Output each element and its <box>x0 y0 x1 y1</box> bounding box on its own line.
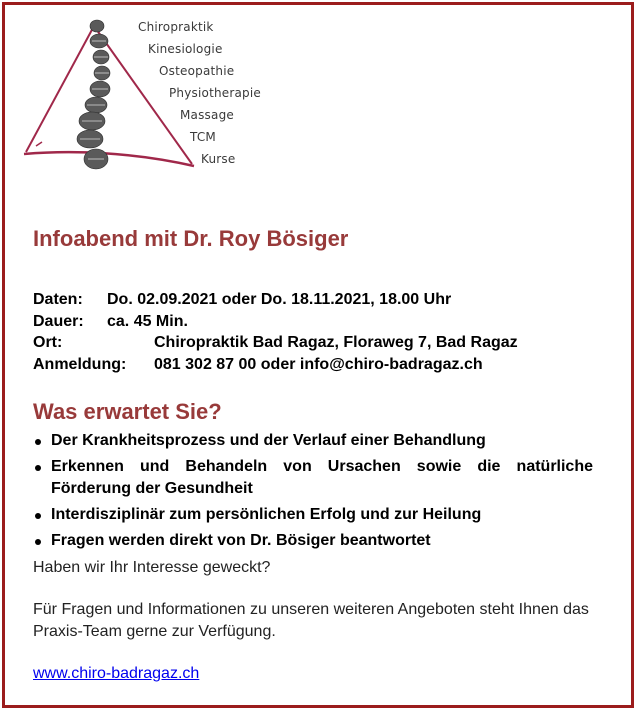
list-item: Interdisziplinär zum persönlichen Erfolg und zur Heilung <box>33 504 593 526</box>
bullet-icon <box>35 539 41 545</box>
detail-value: Chiropraktik Bad Ragaz, Floraweg 7, Bad Ragaz <box>154 334 518 351</box>
bullet-icon <box>35 465 41 471</box>
service-tcm: TCM <box>190 130 216 144</box>
practice-logo <box>22 14 282 189</box>
contact-text: Für Fragen und Informationen zu unseren weiteren Angeboten steht Ihnen das Praxis-Team gerne zur Verfügung. <box>33 601 589 640</box>
detail-value: 081 302 87 00 oder info@chiro-badragaz.ch <box>154 356 483 373</box>
service-kinesiologie: Kinesiologie <box>148 42 223 56</box>
event-title: Infoabend mit Dr. Roy Bösiger <box>33 226 349 251</box>
interest-question: Haben wir Ihr Interesse geweckt? <box>33 559 271 576</box>
detail-label: Anmeldung: <box>33 356 127 373</box>
detail-label: Daten: <box>33 291 83 308</box>
expectations-heading: Was erwartet Sie? <box>33 399 222 424</box>
list-item: Erkennen und Behandeln von Ursachen sowie die natürliche Förderung der Gesundheit <box>33 456 593 500</box>
service-physiotherapie: Physiotherapie <box>169 86 261 100</box>
detail-label: Ort: <box>33 334 63 351</box>
detail-label: Dauer: <box>33 313 84 330</box>
detail-value: Do. 02.09.2021 oder Do. 18.11.2021, 18.00 Uhr <box>107 291 452 308</box>
spine-triangle-logo-icon <box>22 14 282 189</box>
bullet-icon <box>35 513 41 519</box>
service-osteopathie: Osteopathie <box>159 64 235 78</box>
bullet-icon <box>35 439 41 445</box>
detail-value: ca. 45 Min. <box>107 313 188 330</box>
service-chiropraktik: Chiropraktik <box>138 20 214 34</box>
service-massage: Massage <box>180 108 234 122</box>
service-kurse: Kurse <box>201 152 236 166</box>
list-item: Fragen werden direkt von Dr. Bösiger beantwortet <box>33 530 593 552</box>
expectations-list <box>33 430 593 556</box>
website-link[interactable]: www.chiro-badragaz.ch <box>33 665 200 682</box>
list-item: Der Krankheitsprozess und der Verlauf einer Behandlung <box>33 430 593 452</box>
